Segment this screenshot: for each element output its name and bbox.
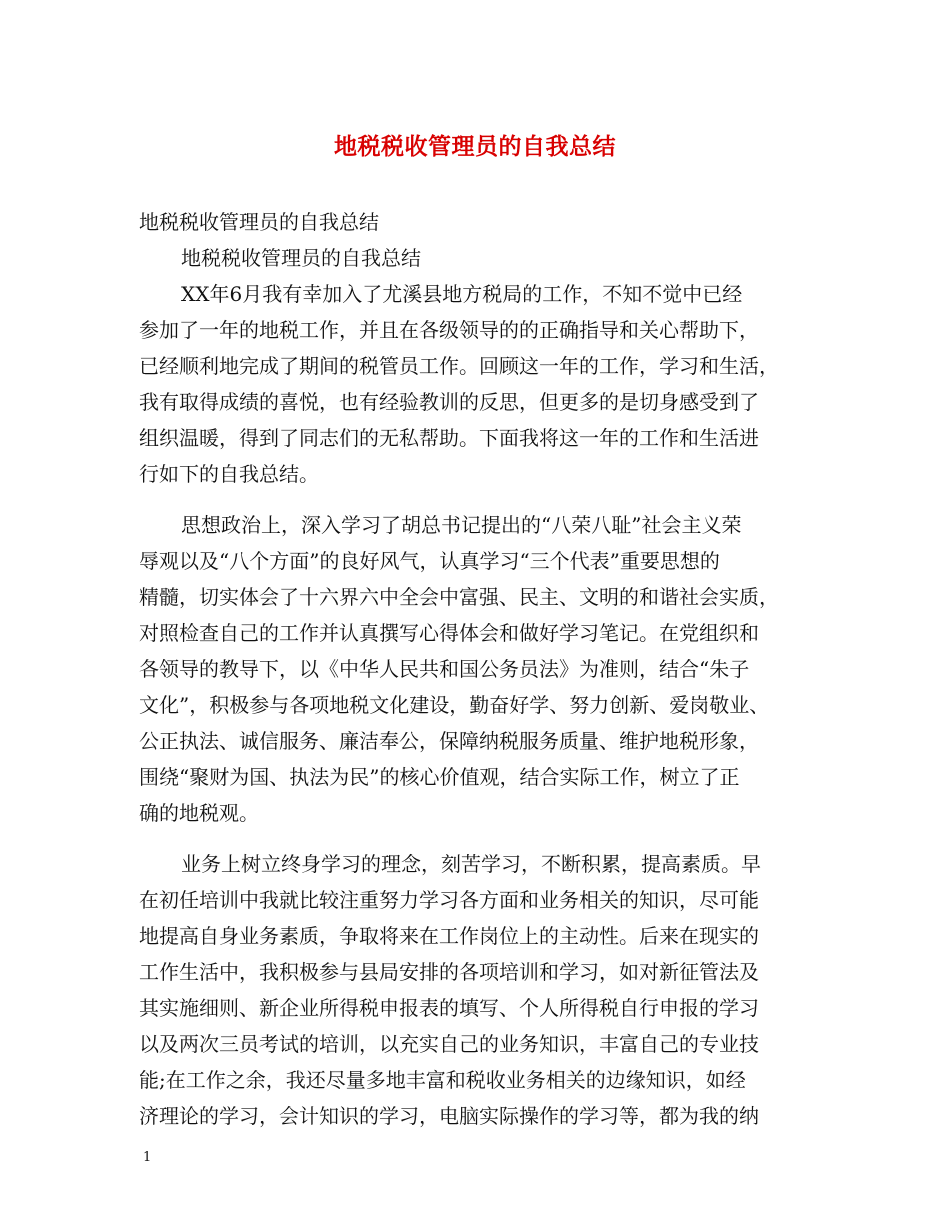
- paragraph-line: 文化”，积极参与各项地税文化建设，勤奋好学、努力创新、爱岗敬业、: [139, 693, 770, 717]
- paragraph-gap: [139, 831, 829, 846]
- paragraph-line: 已经顺利地完成了期间的税管员工作。回顾这一年的工作，学习和生活，: [139, 354, 779, 378]
- paragraph-line: 参加了一年的地税工作，并且在各级领导的的正确指导和关心帮助下，: [139, 318, 759, 342]
- paragraph-line: 工作生活中，我积极参与县局安排的各项培训和学习，如对新征管法及: [139, 960, 759, 984]
- paragraph-line: 以及两次三员考试的培训，以充实自己的业务知识，丰富自己的专业技: [139, 1032, 759, 1056]
- paragraph: [139, 846, 829, 1134]
- paragraph-line: 能;在工作之余，我还尽量多地丰富和税收业务相关的边缘知识，如经: [139, 1068, 746, 1092]
- paragraph-line: XX年6月我有幸加入了尤溪县地方税局的工作，不知不觉中已经: [181, 282, 743, 306]
- paragraph-line: 在初任培训中我就比较注重努力学习各方面和业务相关的知识，尽可能: [139, 888, 759, 912]
- document-title: 地税税收管理员的自我总结: [334, 133, 616, 160]
- paragraph-line: 公正执法、诚信服务、廉洁奉公，保障纳税服务质量、维护地税形象，: [139, 729, 759, 753]
- paragraph-line: 对照检查自己的工作并认真撰写心得体会和做好学习笔记。在党组织和: [139, 621, 759, 645]
- paragraph-line: 行如下的自我总结。: [139, 462, 319, 486]
- paragraph: [139, 276, 829, 492]
- heading-plain: 地税税收管理员的自我总结: [139, 210, 379, 234]
- document-body: [139, 204, 829, 1134]
- paragraph-line: 业务上树立终身学习的理念，刻苦学习，不断积累，提高素质。早: [181, 852, 761, 876]
- paragraph-line: 各领导的教导下，以《中华人民共和国公务员法》为准则，结合“朱子: [139, 657, 750, 681]
- paragraph-line: 精髓，切实体会了十六界六中全会中富强、民主、文明的和谐社会实质，: [139, 585, 779, 609]
- paragraph-line: 围绕“聚财为国、执法为民”的核心价值观，结合实际工作，树立了正: [139, 765, 740, 789]
- paragraph-line: 我有取得成绩的喜悦，也有经验教训的反思，但更多的是切身感受到了: [139, 390, 759, 414]
- paragraph: [139, 507, 829, 831]
- heading-indented: 地税税收管理员的自我总结: [181, 246, 421, 270]
- paragraph-line: 济理论的学习，会计知识的学习，电脑实际操作的学习等，都为我的纳: [139, 1104, 759, 1128]
- paragraph-gap: [139, 492, 829, 507]
- paragraph-line: 辱观以及“八个方面”的良好风气，认真学习“三个代表”重要思想的: [139, 549, 720, 573]
- paragraph-line: 组织温暖，得到了同志们的无私帮助。下面我将这一年的工作和生活进: [139, 426, 759, 450]
- paragraph-line: 思想政治上，深入学习了胡总书记提出的“八荣八耻”社会主义荣: [181, 513, 742, 537]
- paragraph-line: 地提高自身业务素质，争取将来在工作岗位上的主动性。后来在现实的: [139, 924, 759, 948]
- page-number: 1: [143, 1150, 152, 1165]
- paragraph-line: 其实施细则、新企业所得税申报表的填写、个人所得税自行申报的学习: [139, 996, 759, 1020]
- paragraph-line: 确的地税观。: [139, 801, 259, 825]
